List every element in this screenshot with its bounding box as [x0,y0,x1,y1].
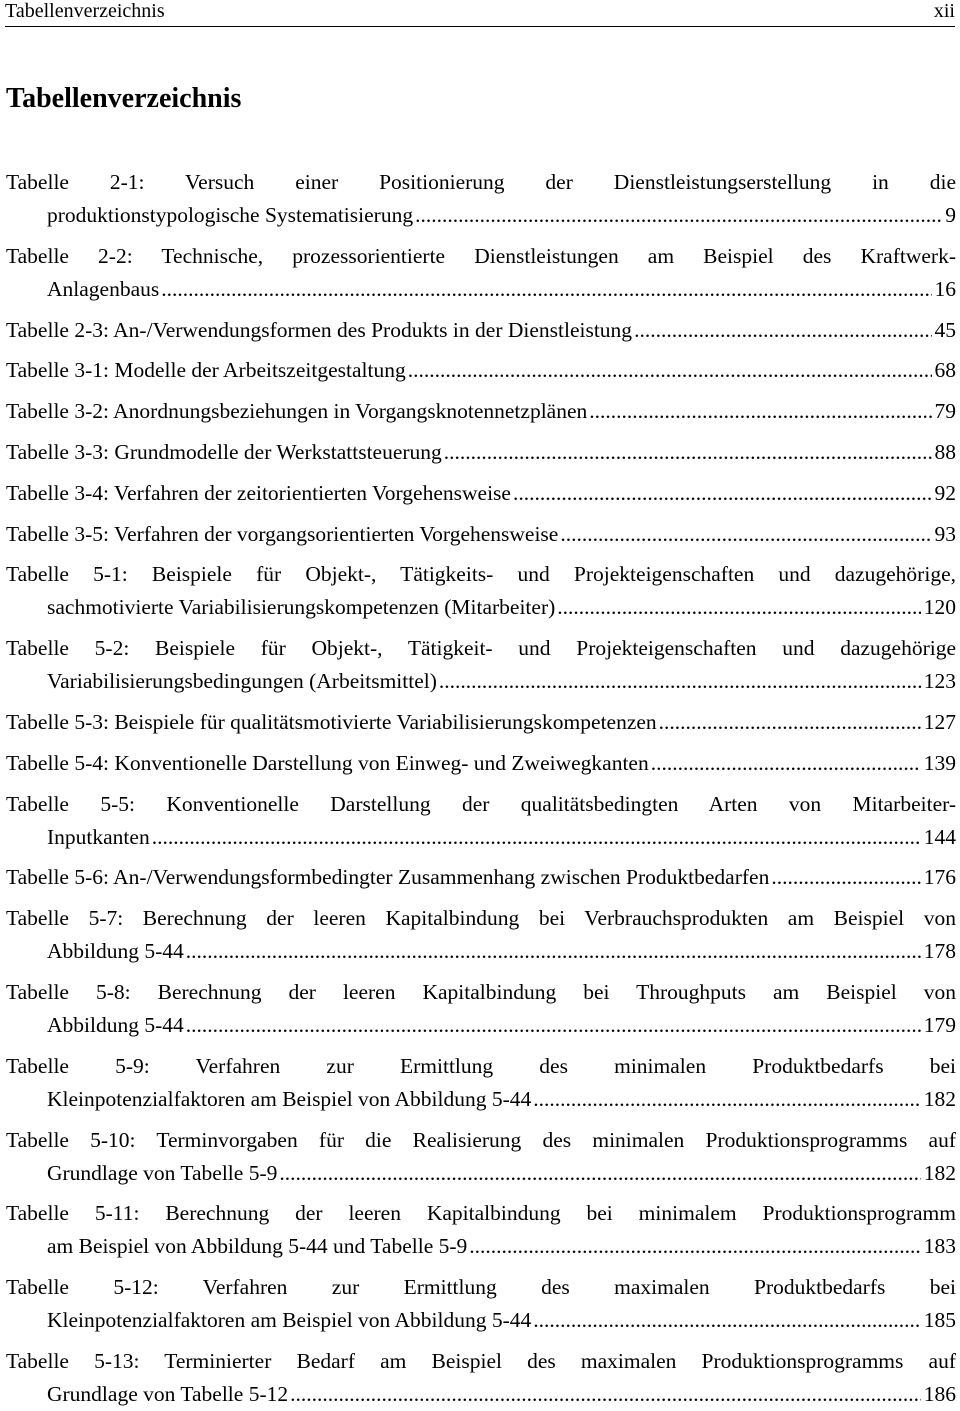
toc-entry[interactable] [6,314,956,347]
toc-entry-text: Tabelle 2-2: Technische, prozessorientierte Dienstleistungen am Beispiel des Kraftwerk- [6,243,956,268]
running-header [5,0,955,27]
toc-entry[interactable] [6,240,956,306]
toc-entry-text: Tabelle 5-12: Verfahren zur Ermittlung des maximalen Produktbedarfs bei [6,1275,956,1300]
page-title: Tabellenverzeichnis [6,83,242,114]
toc-entry[interactable] [6,558,956,624]
toc-entry-line [6,1378,956,1411]
toc-entry-text: Tabelle 5-4: Konventionelle Darstellung von Einweg- und Zweiwegkanten [6,750,649,775]
toc-entry-text: Tabelle 3-3: Grundmodelle der Werkstattsteuerung [6,439,442,464]
toc-entry-text: Kleinpotenzialfaktoren am Beispiel von Abbildung 5-44 [47,1308,532,1333]
toc-page-number: 127 [923,709,956,734]
toc-page-number: 93 [934,521,956,546]
toc-page-number: 183 [923,1234,956,1259]
header-page-number: xii [933,0,955,22]
toc-entry-text: Abbildung 5-44 [47,939,184,964]
toc-entry-line [6,821,956,854]
toc-entry-text: Tabelle 3-5: Verfahren der vorgangsorientierten Vorgehensweise [6,521,559,546]
toc-entry-text: Kleinpotenzialfaktoren am Beispiel von Abbildung 5-44 [47,1086,532,1111]
toc-entry-line [6,314,956,347]
toc-entry[interactable] [6,354,956,387]
toc-page-number: 88 [934,439,956,464]
toc-page-number: 178 [923,939,956,964]
toc-page-number: 9 [945,203,956,227]
toc-entry-line [6,706,956,739]
toc-entry[interactable] [6,976,956,1042]
toc-entry-text: Tabelle 5-8: Berechnung der leeren Kapitalbindung bei Throughputs am Beispiel von [6,979,956,1004]
toc-entry-line [6,665,956,698]
toc-page-number: 68 [934,358,956,383]
toc-page-number: 45 [934,317,956,342]
dot-leader [186,935,921,968]
toc-entry-line [6,861,956,894]
dot-leader [469,1230,920,1263]
dot-leader [589,395,931,428]
toc-page-number: 179 [923,1012,956,1037]
toc-entry-text: Tabelle 5-1: Beispiele für Objekt-, Tätigkeits- und Projekteigenschaften und dazugehörige, [6,562,956,587]
dot-leader [439,665,921,698]
dot-leader [444,436,932,469]
toc-entry-text: Tabelle 3-1: Modelle der Arbeitszeitgestaltung [6,358,406,383]
dot-leader [634,314,931,347]
toc-entry[interactable] [6,518,956,551]
toc-entry-text: Anlagenbaus [47,276,160,301]
toc-entry-text: Tabelle 5-5: Konventionelle Darstellung der qualitätsbedingten Arten von Mitarbeiter- [6,791,956,816]
toc-entry-text: Tabelle 5-10: Terminvorgaben für die Realisierung des minimalen Produktionsprogramms auf [6,1127,956,1152]
toc-entry-text: Tabelle 5-2: Beispiele für Objekt-, Tätigkeit- und Projekteigenschaften und dazugehörige [6,636,956,661]
dot-leader [408,354,932,387]
dot-leader [560,518,931,551]
toc-entry-text: Abbildung 5-44 [47,1012,184,1037]
toc-entry[interactable] [6,747,956,780]
toc-entry-text: sachmotivierte Variabilisierungskompetenzen (Mitarbeiter) [47,595,556,620]
toc-entry-text: Tabelle 5-3: Beispiele für qualitätsmotivierte Variabilisierungskompetenzen [6,709,657,734]
dot-leader [152,821,921,854]
toc-entry-line [6,354,956,387]
toc-entry-line [6,395,956,428]
toc-page-number: 120 [923,595,956,620]
toc-entry[interactable] [6,632,956,698]
toc-entry[interactable] [6,902,956,968]
toc-page-number: 79 [934,399,956,424]
toc-entry-line [6,1304,956,1337]
toc-page-number: 176 [923,865,956,890]
toc-page-number: 92 [934,480,956,505]
toc-entry-text: Tabelle 5-13: Terminierter Bedarf am Beispiel des maximalen Produktionsprogramms auf [6,1348,956,1373]
toc-entry-text: Inputkanten [47,824,150,849]
dot-leader [533,1083,921,1116]
toc-entry-text: Tabelle 2-3: An-/Verwendungsformen des Produkts in der Dienstleistung [6,317,633,342]
toc-entry-text: Tabelle 5-9: Verfahren zur Ermittlung des minimalen Produktbedarfs bei [6,1053,956,1078]
toc-page-number: 186 [923,1381,956,1406]
toc-entry[interactable] [6,436,956,469]
toc-entry-line [6,591,956,624]
toc-page-number: 182 [923,1160,956,1185]
toc-entry[interactable] [6,1197,956,1263]
dot-leader [659,706,921,739]
toc-entry-line [6,477,956,510]
table-of-tables [6,166,956,1411]
toc-entry-line [6,273,956,306]
toc-entry-text: Tabelle 2-1: Versuch einer Positionierung der Dienstleistungserstellung in die [6,170,956,194]
toc-entry[interactable] [6,1050,956,1116]
dot-leader [513,477,932,510]
toc-page-number: 182 [923,1086,956,1111]
toc-entry-text: Grundlage von Tabelle 5-9 [47,1160,278,1185]
toc-entry[interactable] [6,1345,956,1411]
toc-entry[interactable] [6,477,956,510]
toc-entry-line [6,436,956,469]
toc-entry-line [6,1230,956,1263]
dot-leader [557,591,920,624]
toc-entry-text: produktionstypologische Systematisierung [47,203,414,227]
toc-entry-line [6,935,956,968]
toc-entry-text: Tabelle 3-2: Anordnungsbeziehungen in Vorgangsknotennetzplänen [6,399,588,424]
toc-entry-line [6,199,956,232]
running-title: Tabellenverzeichnis [5,0,165,22]
toc-entry-line [6,747,956,780]
dot-leader [533,1304,921,1337]
toc-entry[interactable] [6,1124,956,1190]
toc-entry-line [6,1009,956,1042]
toc-entry-text: am Beispiel von Abbildung 5-44 und Tabelle 5-9 [47,1234,468,1259]
toc-entry-line [6,1157,956,1190]
toc-page-number: 185 [923,1308,956,1333]
toc-entry[interactable] [6,861,956,894]
toc-entry[interactable] [6,706,956,739]
toc-entry-text: Tabelle 5-11: Berechnung der leeren Kapitalbindung bei minimalem Produktionsprogramm [6,1201,956,1226]
toc-entry-line [6,518,956,551]
dot-leader [279,1157,920,1190]
toc-entry[interactable] [6,166,956,232]
toc-page-number: 123 [923,669,956,694]
toc-entry-text: Grundlage von Tabelle 5-12 [47,1381,289,1406]
toc-page-number: 16 [934,276,956,301]
toc-page-number: 139 [923,750,956,775]
toc-entry[interactable] [6,788,956,854]
toc-entry[interactable] [6,1271,956,1337]
dot-leader [290,1378,921,1411]
toc-entry-text: Variabilisierungsbedingungen (Arbeitsmittel) [47,669,437,694]
dot-leader [415,199,942,232]
dot-leader [161,273,931,306]
toc-entry-text: Tabelle 3-4: Verfahren der zeitorientierten Vorgehensweise [6,480,511,505]
toc-entry-text: Tabelle 5-6: An-/Verwendungsformbedingter Zusammenhang zwischen Produktbedarfen [6,865,770,890]
toc-page-number: 144 [923,824,956,849]
toc-entry-text: Tabelle 5-7: Berechnung der leeren Kapitalbindung bei Verbrauchsprodukten am Beispiel von [6,906,956,931]
toc-entry-line [6,1083,956,1116]
dot-leader [771,861,920,894]
toc-entry[interactable] [6,395,956,428]
dot-leader [651,747,921,780]
dot-leader [186,1009,921,1042]
